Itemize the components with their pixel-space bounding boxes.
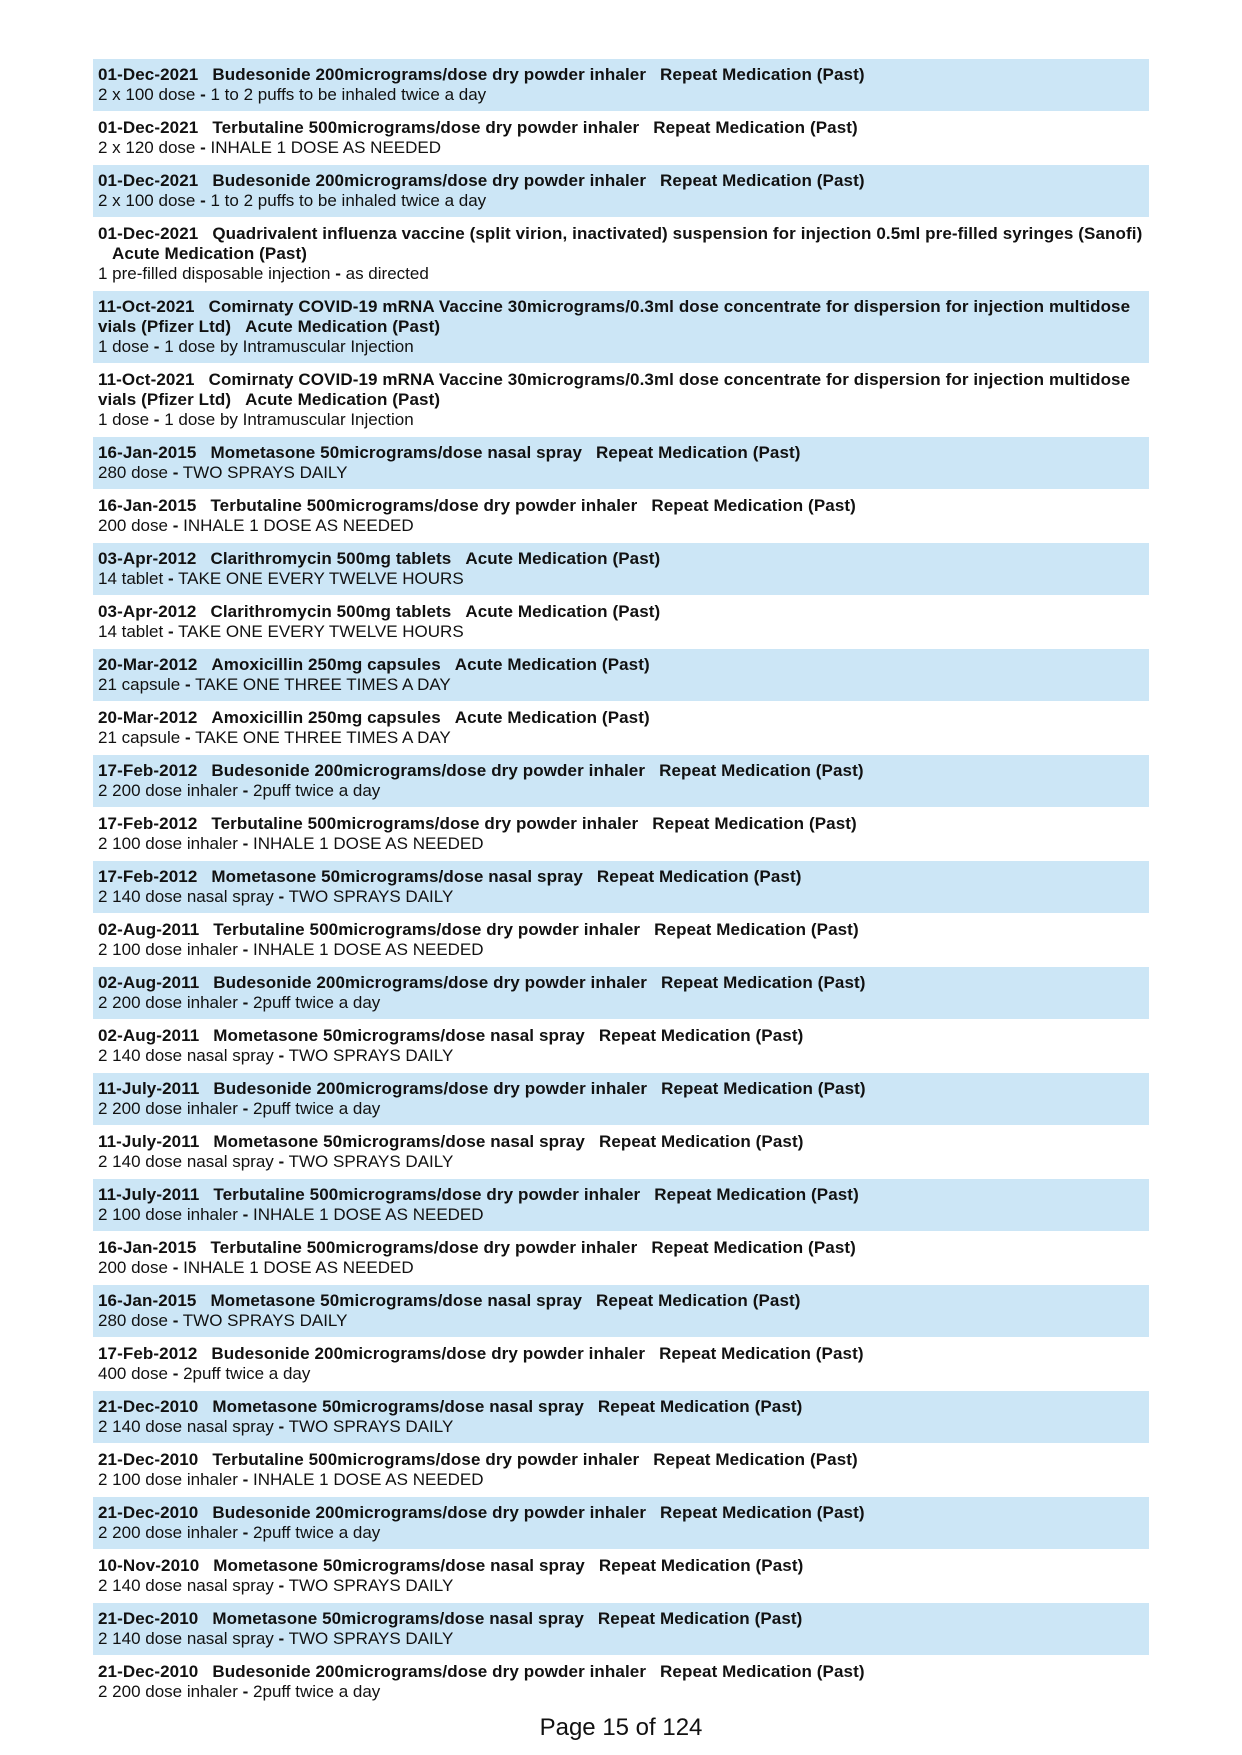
medication-heading bbox=[98, 1556, 1143, 1576]
medication-details bbox=[98, 1417, 1143, 1437]
medication-name: Terbutaline 500micrograms/dose dry powder inhaler bbox=[212, 1450, 640, 1469]
medication-instructions: 1 dose by Intramuscular Injection bbox=[164, 410, 414, 429]
detail-separator: - bbox=[242, 834, 249, 853]
medication-type: Repeat Medication (Past) bbox=[651, 496, 856, 515]
medication-heading bbox=[98, 1609, 1143, 1629]
medication-instructions: INHALE 1 DOSE AS NEEDED bbox=[253, 1205, 484, 1224]
medication-name: Terbutaline 500micrograms/dose dry powder inhaler bbox=[213, 1185, 641, 1204]
medication-heading bbox=[98, 1397, 1143, 1417]
medication-quantity: 2 140 dose nasal spray bbox=[98, 1629, 274, 1648]
medication-details bbox=[98, 337, 1143, 357]
medication-details bbox=[98, 1099, 1143, 1119]
medication-instructions: TWO SPRAYS DAILY bbox=[288, 1576, 454, 1595]
medication-instructions: TWO SPRAYS DAILY bbox=[288, 1152, 454, 1171]
medication-instructions: TAKE ONE EVERY TWELVE HOURS bbox=[178, 569, 464, 588]
medication-name: Mometasone 50micrograms/dose nasal spray bbox=[211, 867, 583, 886]
medication-type: Repeat Medication (Past) bbox=[660, 1503, 865, 1522]
medication-quantity: 2 140 dose nasal spray bbox=[98, 1152, 274, 1171]
medication-entry bbox=[93, 1656, 1149, 1708]
medication-quantity: 2 100 dose inhaler bbox=[98, 940, 238, 959]
medication-details bbox=[98, 1205, 1143, 1225]
medication-instructions: INHALE 1 DOSE AS NEEDED bbox=[253, 1470, 484, 1489]
medication-entry bbox=[93, 1391, 1149, 1443]
detail-separator: - bbox=[278, 1629, 285, 1648]
medication-instructions: 2puff twice a day bbox=[183, 1364, 311, 1383]
medication-heading bbox=[98, 973, 1143, 993]
medication-date: 21-Dec-2010 bbox=[98, 1609, 199, 1628]
medication-quantity: 2 x 100 dose bbox=[98, 85, 196, 104]
detail-separator: - bbox=[242, 1470, 249, 1489]
medication-details bbox=[98, 191, 1143, 211]
detail-separator: - bbox=[172, 463, 179, 482]
medication-entry bbox=[93, 1232, 1149, 1284]
medication-details bbox=[98, 1576, 1143, 1596]
medication-entry bbox=[93, 490, 1149, 542]
medication-details bbox=[98, 138, 1143, 158]
medication-quantity: 200 dose bbox=[98, 1258, 168, 1277]
medication-date: 21-Dec-2010 bbox=[98, 1503, 199, 1522]
medication-name: Mometasone 50micrograms/dose nasal spray bbox=[212, 1609, 584, 1628]
medication-date: 02-Aug-2011 bbox=[98, 973, 200, 992]
medication-entry bbox=[93, 755, 1149, 807]
medication-instructions: 2puff twice a day bbox=[253, 781, 381, 800]
detail-separator: - bbox=[153, 410, 160, 429]
detail-separator: - bbox=[278, 887, 285, 906]
medication-quantity: 1 dose bbox=[98, 337, 150, 356]
medication-heading bbox=[98, 118, 1143, 138]
medication-type: Repeat Medication (Past) bbox=[596, 867, 802, 886]
medication-quantity: 2 200 dose inhaler bbox=[98, 1099, 238, 1118]
medication-details bbox=[98, 1311, 1143, 1331]
medication-details bbox=[98, 728, 1143, 748]
medication-date: 11-July-2011 bbox=[98, 1132, 200, 1151]
medication-instructions: 2puff twice a day bbox=[253, 993, 381, 1012]
medication-date: 02-Aug-2011 bbox=[98, 1026, 200, 1045]
medication-type: Repeat Medication (Past) bbox=[659, 761, 864, 780]
medication-heading bbox=[98, 1238, 1143, 1258]
medication-heading bbox=[98, 1344, 1143, 1364]
medication-entry bbox=[93, 364, 1149, 436]
detail-separator: - bbox=[242, 940, 249, 959]
medication-instructions: 2puff twice a day bbox=[253, 1099, 381, 1118]
medication-quantity: 1 dose bbox=[98, 410, 150, 429]
medication-details bbox=[98, 1682, 1143, 1702]
medication-name: Mometasone 50micrograms/dose nasal spray bbox=[213, 1132, 585, 1151]
medication-date: 17-Feb-2012 bbox=[98, 814, 198, 833]
medication-instructions: 1 dose by Intramuscular Injection bbox=[164, 337, 414, 356]
medication-quantity: 400 dose bbox=[98, 1364, 168, 1383]
medication-entry bbox=[93, 596, 1149, 648]
medication-name: Clarithromycin 500mg tablets bbox=[210, 549, 452, 568]
medication-heading bbox=[98, 297, 1143, 337]
medication-entry bbox=[93, 437, 1149, 489]
medication-heading bbox=[98, 171, 1143, 191]
medication-instructions: TWO SPRAYS DAILY bbox=[182, 463, 348, 482]
medication-entry bbox=[93, 112, 1149, 164]
medication-instructions: TWO SPRAYS DAILY bbox=[288, 887, 454, 906]
detail-separator: - bbox=[172, 516, 179, 535]
medication-details bbox=[98, 1629, 1143, 1649]
medication-instructions: INHALE 1 DOSE AS NEEDED bbox=[210, 138, 442, 157]
medication-details bbox=[98, 940, 1143, 960]
medication-details bbox=[98, 781, 1143, 801]
medication-quantity: 14 tablet bbox=[98, 622, 164, 641]
medication-entry bbox=[93, 1126, 1149, 1178]
detail-separator: - bbox=[242, 993, 249, 1012]
medication-entry bbox=[93, 1497, 1149, 1549]
medication-quantity: 2 200 dose inhaler bbox=[98, 1523, 238, 1542]
medication-entry bbox=[93, 649, 1149, 701]
medication-entry bbox=[93, 1179, 1149, 1231]
detail-separator: - bbox=[278, 1152, 285, 1171]
medication-quantity: 2 140 dose nasal spray bbox=[98, 887, 274, 906]
medication-name: Mometasone 50micrograms/dose nasal spray bbox=[210, 443, 582, 462]
medication-entry bbox=[93, 543, 1149, 595]
detail-separator: - bbox=[242, 1682, 249, 1701]
medication-name: Clarithromycin 500mg tablets bbox=[210, 602, 452, 621]
medication-heading bbox=[98, 1026, 1143, 1046]
detail-separator: - bbox=[172, 1364, 179, 1383]
medication-date: 02-Aug-2011 bbox=[98, 920, 200, 939]
medication-date: 11-Oct-2021 bbox=[98, 370, 195, 389]
medication-quantity: 2 100 dose inhaler bbox=[98, 834, 238, 853]
detail-separator: - bbox=[242, 781, 249, 800]
medication-heading bbox=[98, 496, 1143, 516]
medication-details bbox=[98, 887, 1143, 907]
medication-entry bbox=[93, 1603, 1149, 1655]
medication-quantity: 14 tablet bbox=[98, 569, 164, 588]
medication-details bbox=[98, 410, 1143, 430]
detail-separator: - bbox=[242, 1205, 249, 1224]
medication-type: Acute Medication (Past) bbox=[454, 655, 650, 674]
medication-name: Budesonide 200micrograms/dose dry powder inhaler bbox=[211, 761, 646, 780]
medication-name: Mometasone 50micrograms/dose nasal spray bbox=[210, 1291, 582, 1310]
medication-details bbox=[98, 622, 1143, 642]
medication-entry bbox=[93, 1073, 1149, 1125]
medication-heading bbox=[98, 1503, 1143, 1523]
medication-details bbox=[98, 834, 1143, 854]
medication-name: Budesonide 200micrograms/dose dry powder inhaler bbox=[212, 65, 647, 84]
medication-name: Mometasone 50micrograms/dose nasal spray bbox=[212, 1397, 584, 1416]
medication-quantity: 2 200 dose inhaler bbox=[98, 1682, 238, 1701]
detail-separator: - bbox=[200, 191, 206, 210]
medication-type: Repeat Medication (Past) bbox=[660, 65, 865, 84]
medication-instructions: TWO SPRAYS DAILY bbox=[288, 1417, 454, 1436]
medication-details bbox=[98, 1152, 1143, 1172]
detail-separator: - bbox=[278, 1046, 285, 1065]
medication-date: 16-Jan-2015 bbox=[98, 496, 197, 515]
medication-date: 20-Mar-2012 bbox=[98, 708, 198, 727]
medication-type: Repeat Medication (Past) bbox=[598, 1026, 804, 1045]
medication-date: 21-Dec-2010 bbox=[98, 1662, 199, 1681]
medication-type: Repeat Medication (Past) bbox=[660, 171, 865, 190]
medication-instructions: TWO SPRAYS DAILY bbox=[288, 1046, 454, 1065]
medication-quantity: 2 140 dose nasal spray bbox=[98, 1046, 274, 1065]
medication-date: 01-Dec-2021 bbox=[98, 65, 199, 84]
medication-type: Acute Medication (Past) bbox=[454, 708, 650, 727]
medication-quantity: 21 capsule bbox=[98, 675, 181, 694]
medication-date: 11-July-2011 bbox=[98, 1079, 200, 1098]
medication-type: Repeat Medication (Past) bbox=[597, 1397, 803, 1416]
medication-date: 11-July-2011 bbox=[98, 1185, 200, 1204]
medication-type: Repeat Medication (Past) bbox=[598, 1556, 804, 1575]
medication-quantity: 2 x 100 dose bbox=[98, 191, 196, 210]
detail-separator: - bbox=[167, 569, 174, 588]
medication-quantity: 2 x 120 dose bbox=[98, 138, 196, 157]
medication-date: 03-Apr-2012 bbox=[98, 602, 197, 621]
medication-quantity: 2 200 dose inhaler bbox=[98, 993, 238, 1012]
medication-type: Repeat Medication (Past) bbox=[659, 1344, 864, 1363]
medication-date: 16-Jan-2015 bbox=[98, 443, 197, 462]
medication-name: Amoxicillin 250mg capsules bbox=[211, 655, 441, 674]
medication-name: Budesonide 200micrograms/dose dry powder inhaler bbox=[211, 1344, 646, 1363]
medication-quantity: 2 100 dose inhaler bbox=[98, 1470, 238, 1489]
medication-name: Budesonide 200micrograms/dose dry powder inhaler bbox=[212, 171, 647, 190]
medication-instructions: INHALE 1 DOSE AS NEEDED bbox=[183, 516, 414, 535]
medication-details bbox=[98, 569, 1143, 589]
medication-type: Repeat Medication (Past) bbox=[653, 1450, 858, 1469]
medication-date: 01-Dec-2021 bbox=[98, 224, 199, 243]
medication-instructions: TAKE ONE THREE TIMES A DAY bbox=[195, 728, 451, 747]
medication-date: 17-Feb-2012 bbox=[98, 761, 198, 780]
medication-date: 01-Dec-2021 bbox=[98, 171, 199, 190]
medication-type: Repeat Medication (Past) bbox=[653, 118, 858, 137]
medication-instructions: 1 to 2 puffs to be inhaled twice a day bbox=[210, 191, 487, 210]
medication-details bbox=[98, 85, 1143, 105]
medication-heading bbox=[98, 224, 1143, 264]
medication-quantity: 1 pre-filled disposable injection bbox=[98, 264, 331, 283]
medication-type: Acute Medication (Past) bbox=[465, 549, 661, 568]
medication-name: Budesonide 200micrograms/dose dry powder inhaler bbox=[212, 1662, 647, 1681]
detail-separator: - bbox=[184, 675, 191, 694]
detail-separator: - bbox=[153, 337, 160, 356]
medication-heading bbox=[98, 1662, 1143, 1682]
medication-name: Terbutaline 500micrograms/dose dry powder inhaler bbox=[210, 1238, 638, 1257]
medication-instructions: 2puff twice a day bbox=[253, 1682, 381, 1701]
medication-instructions: INHALE 1 DOSE AS NEEDED bbox=[253, 834, 484, 853]
medication-name: Budesonide 200micrograms/dose dry powder inhaler bbox=[212, 1503, 647, 1522]
medication-quantity: 2 100 dose inhaler bbox=[98, 1205, 238, 1224]
medication-entry bbox=[93, 861, 1149, 913]
medication-name: Terbutaline 500micrograms/dose dry powder inhaler bbox=[211, 814, 639, 833]
medication-details bbox=[98, 516, 1143, 536]
medication-heading bbox=[98, 1450, 1143, 1470]
medication-name: Comirnaty COVID-19 mRNA Vaccine 30micrograms/0.3ml dose concentrate for dispersion for injection multidose vials (Pfizer Ltd) bbox=[98, 370, 1131, 409]
detail-separator: - bbox=[242, 1523, 249, 1542]
medication-entry bbox=[93, 291, 1149, 363]
medication-details bbox=[98, 1364, 1143, 1384]
detail-separator: - bbox=[335, 264, 341, 283]
medication-heading bbox=[98, 920, 1143, 940]
medication-instructions: INHALE 1 DOSE AS NEEDED bbox=[253, 940, 484, 959]
medication-name: Budesonide 200micrograms/dose dry powder inhaler bbox=[213, 1079, 648, 1098]
medication-details bbox=[98, 1258, 1143, 1278]
medication-entry bbox=[93, 1444, 1149, 1496]
medication-date: 21-Dec-2010 bbox=[98, 1450, 199, 1469]
medication-details bbox=[98, 1523, 1143, 1543]
medication-type: Repeat Medication (Past) bbox=[661, 1079, 866, 1098]
medication-entry bbox=[93, 914, 1149, 966]
medication-heading bbox=[98, 370, 1143, 410]
medication-heading bbox=[98, 761, 1143, 781]
medication-type: Repeat Medication (Past) bbox=[652, 814, 857, 833]
medication-name: Amoxicillin 250mg capsules bbox=[211, 708, 441, 727]
medication-date: 17-Feb-2012 bbox=[98, 867, 198, 886]
medication-date: 16-Jan-2015 bbox=[98, 1238, 197, 1257]
medication-type: Acute Medication (Past) bbox=[112, 244, 307, 263]
detail-separator: - bbox=[200, 138, 206, 157]
medication-name: Terbutaline 500micrograms/dose dry powder inhaler bbox=[210, 496, 638, 515]
medication-name: Quadrivalent influenza vaccine (split virion, inactivated) suspension for injection 0.5ml pre-filled syringes (Sanofi) bbox=[212, 224, 1143, 243]
medication-type: Repeat Medication (Past) bbox=[660, 973, 866, 992]
medication-quantity: 21 capsule bbox=[98, 728, 181, 747]
medication-heading bbox=[98, 602, 1143, 622]
medication-quantity: 280 dose bbox=[98, 1311, 168, 1330]
medication-quantity: 2 140 dose nasal spray bbox=[98, 1417, 274, 1436]
medication-date: 10-Nov-2010 bbox=[98, 1556, 200, 1575]
medication-details bbox=[98, 993, 1143, 1013]
detail-separator: - bbox=[167, 622, 174, 641]
medication-type: Repeat Medication (Past) bbox=[654, 920, 859, 939]
medication-entry bbox=[93, 1020, 1149, 1072]
medication-instructions: TWO SPRAYS DAILY bbox=[288, 1629, 454, 1648]
medication-date: 01-Dec-2021 bbox=[98, 118, 199, 137]
medication-type: Acute Medication (Past) bbox=[245, 390, 441, 409]
medication-type: Repeat Medication (Past) bbox=[651, 1238, 856, 1257]
detail-separator: - bbox=[242, 1099, 249, 1118]
medication-name: Terbutaline 500micrograms/dose dry powder inhaler bbox=[212, 118, 640, 137]
medication-heading bbox=[98, 1079, 1143, 1099]
medication-instructions: TAKE ONE EVERY TWELVE HOURS bbox=[178, 622, 464, 641]
medication-quantity: 2 140 dose nasal spray bbox=[98, 1576, 274, 1595]
medication-entry bbox=[93, 702, 1149, 754]
medication-entry bbox=[93, 59, 1149, 111]
medication-instructions: TWO SPRAYS DAILY bbox=[182, 1311, 348, 1330]
medication-entry bbox=[93, 1550, 1149, 1602]
medication-quantity: 2 200 dose inhaler bbox=[98, 781, 238, 800]
medication-heading bbox=[98, 1291, 1143, 1311]
page-number: Page 15 of 124 bbox=[539, 1714, 703, 1741]
medication-name: Budesonide 200micrograms/dose dry powder inhaler bbox=[213, 973, 647, 992]
medication-entry bbox=[93, 967, 1149, 1019]
detail-separator: - bbox=[172, 1311, 179, 1330]
medication-type: Acute Medication (Past) bbox=[245, 317, 441, 336]
medication-entry bbox=[93, 165, 1149, 217]
medication-details bbox=[98, 675, 1143, 695]
medication-type: Repeat Medication (Past) bbox=[596, 443, 801, 462]
medication-type: Repeat Medication (Past) bbox=[596, 1291, 801, 1310]
detail-separator: - bbox=[200, 85, 206, 104]
medication-instructions: as directed bbox=[345, 264, 429, 283]
medication-instructions: 2puff twice a day bbox=[253, 1523, 381, 1542]
medication-heading bbox=[98, 1132, 1143, 1152]
medication-date: 17-Feb-2012 bbox=[98, 1344, 198, 1363]
medication-details bbox=[98, 264, 1143, 284]
medication-date: 11-Oct-2021 bbox=[98, 297, 195, 316]
detail-separator: - bbox=[172, 1258, 179, 1277]
medication-date: 20-Mar-2012 bbox=[98, 655, 198, 674]
medication-heading bbox=[98, 867, 1143, 887]
medication-name: Terbutaline 500micrograms/dose dry powder inhaler bbox=[213, 920, 641, 939]
medication-details bbox=[98, 1046, 1143, 1066]
medication-name: Mometasone 50micrograms/dose nasal spray bbox=[213, 1556, 585, 1575]
medication-heading bbox=[98, 1185, 1143, 1205]
medication-type: Repeat Medication (Past) bbox=[597, 1609, 803, 1628]
medication-type: Acute Medication (Past) bbox=[465, 602, 661, 621]
medication-type: Repeat Medication (Past) bbox=[598, 1132, 804, 1151]
medication-name: Comirnaty COVID-19 mRNA Vaccine 30micrograms/0.3ml dose concentrate for dispersion for injection multidose vials (Pfizer Ltd) bbox=[98, 297, 1131, 336]
medication-instructions: INHALE 1 DOSE AS NEEDED bbox=[183, 1258, 414, 1277]
medication-heading bbox=[98, 443, 1143, 463]
detail-separator: - bbox=[278, 1576, 285, 1595]
medication-quantity: 200 dose bbox=[98, 516, 168, 535]
medication-heading bbox=[98, 655, 1143, 675]
detail-separator: - bbox=[278, 1417, 285, 1436]
medication-heading bbox=[98, 549, 1143, 569]
medication-details bbox=[98, 1470, 1143, 1490]
medication-heading bbox=[98, 814, 1143, 834]
medication-entry bbox=[93, 1338, 1149, 1390]
medication-type: Repeat Medication (Past) bbox=[654, 1185, 859, 1204]
medication-details bbox=[98, 463, 1143, 483]
medication-instructions: TAKE ONE THREE TIMES A DAY bbox=[195, 675, 451, 694]
medication-entry bbox=[93, 808, 1149, 860]
medication-entry bbox=[93, 1285, 1149, 1337]
medication-date: 16-Jan-2015 bbox=[98, 1291, 197, 1310]
medication-entry bbox=[93, 218, 1149, 290]
medication-date: 03-Apr-2012 bbox=[98, 549, 197, 568]
medication-quantity: 280 dose bbox=[98, 463, 168, 482]
medication-instructions: 1 to 2 puffs to be inhaled twice a day bbox=[210, 85, 487, 104]
medication-type: Repeat Medication (Past) bbox=[660, 1662, 865, 1681]
medication-heading bbox=[98, 65, 1143, 85]
medication-heading bbox=[98, 708, 1143, 728]
medication-name: Mometasone 50micrograms/dose nasal spray bbox=[213, 1026, 585, 1045]
detail-separator: - bbox=[184, 728, 191, 747]
medication-list bbox=[93, 59, 1149, 1709]
medication-date: 21-Dec-2010 bbox=[98, 1397, 199, 1416]
